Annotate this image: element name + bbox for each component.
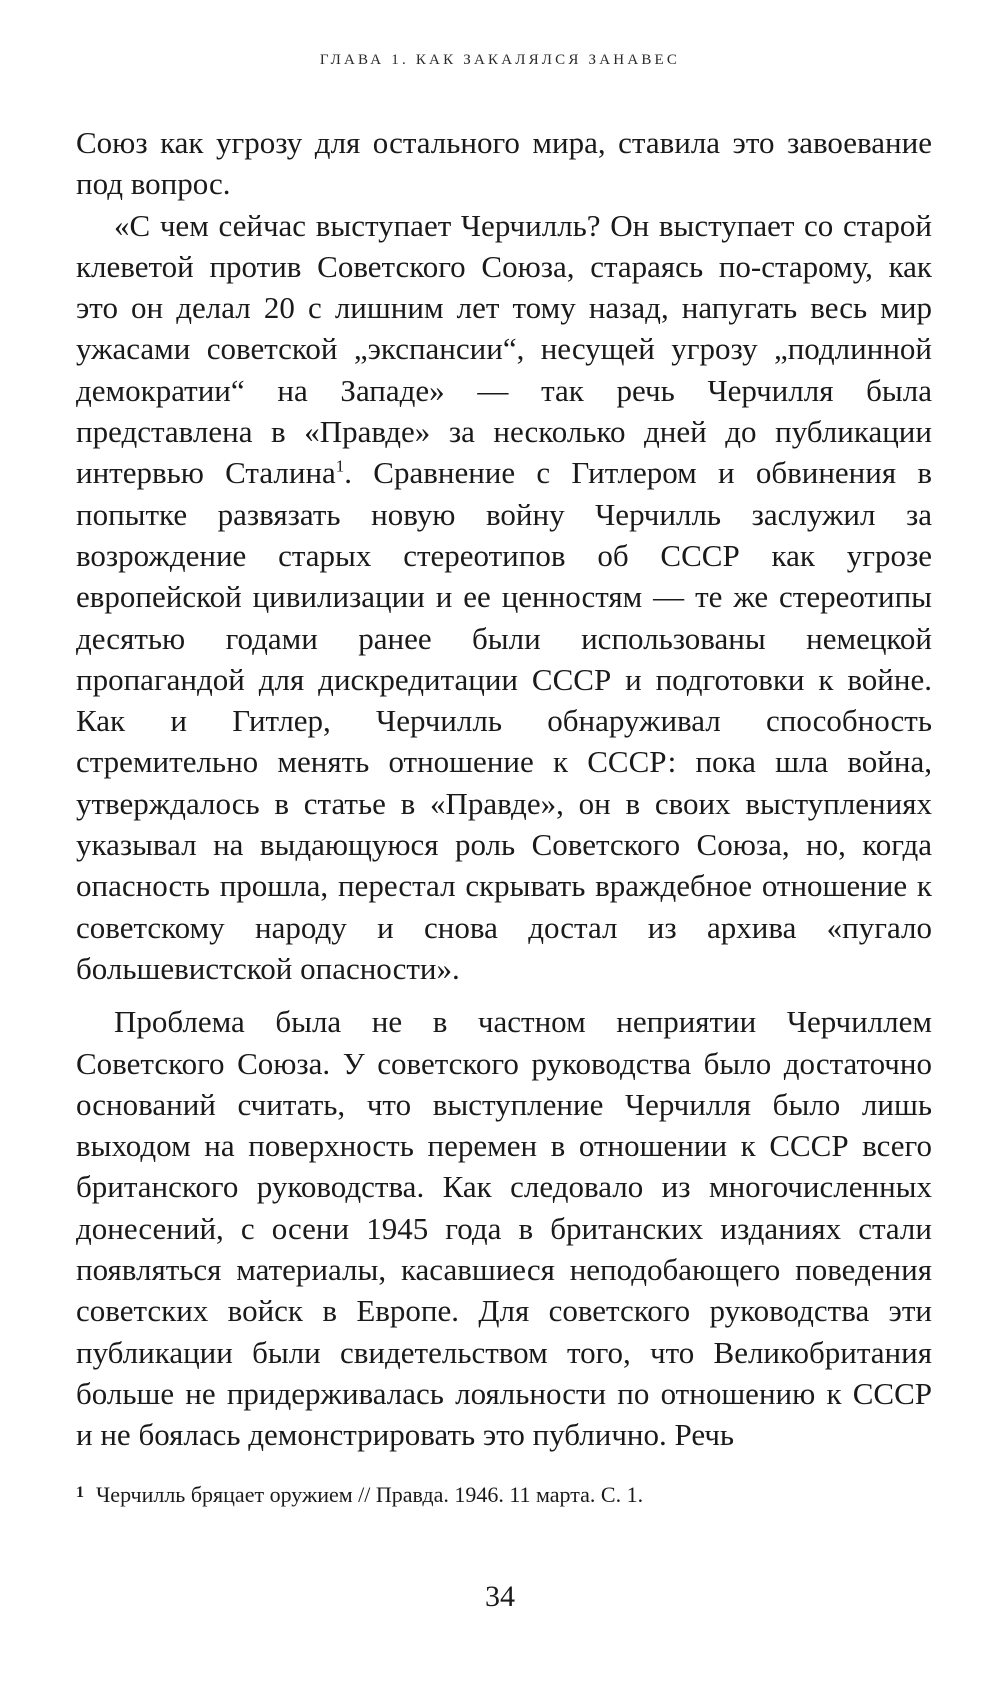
main-text [76, 122, 932, 1456]
running-head: ГЛАВА 1. КАК ЗАКАЛЯЛСЯ ЗАНАВЕС [319, 52, 681, 68]
footnote [76, 1479, 932, 1509]
paragraph-2-part-b: . Сравнение с Гитлером и обвинения в попытке развязать новую войну Черчилль заслужил за возрождение старых стереотипов об СССР как угрозе европейской цивилизации и ее ценностям — те же стереотипы десятью годами ранее были использованы немецкой пропагандой для дискредитации СССР и подготовки к войне. Как и Гитлер, Черчилль обнаруживал способность стремительно менять отношение к СССР: пока шла война, утверждалось в статье в «Правде», он в своих выступлениях указывал на выдающуюся роль Советского Союза, но, когда опасность прошла, перестал скрывать враждебное отношение к советскому народу и снова достал из архива «пугало большевистской опасности». [76, 455, 932, 986]
paragraph-2-part-a: «С чем сейчас выступает Черчилль? Он выступает со старой клеветой против Советского Союза, стараясь по-старому, как это он делал 20 с лишним лет тому назад, напугать весь мир ужасами советской „экспансии“, несущей угрозу „подлинной демократии“ на Западе» — так речь Черчилля была представлена в «Правде» за несколько дней до публикации интервью Сталина [76, 207, 932, 491]
footnote-text: Черчилль бряцает оружием // Правда. 1946. 11 марта. С. 1. [96, 1482, 644, 1507]
footnote-marker: 1 [76, 1484, 84, 1501]
paragraph-1: Союз как угрозу для остального мира, ставила это завоевание под вопрос. [76, 125, 932, 202]
footnote-reference[interactable]: 1 [335, 457, 345, 477]
paragraph-3: Проблема была не в частном неприятии Черчиллем Советского Союза. У советского руководства было достаточно оснований считать, что выступление Черчилля было лишь выходом на поверхность перемен в отношении к СССР всего британского руководства. Как следовало из многочисленных донесений, с осени 1945 года в британских изданиях стали появляться материалы, касавшиеся неподобающего поведения советских войск в Европе. Для советского руководства эти публикации были свидетельством того, что Великобритания больше не придерживалась лояльности по отношению к СССР и не боялась демонстрировать это публично. Речь [76, 1004, 932, 1453]
page-number: 34 [485, 1580, 515, 1613]
paragraph-2 [76, 205, 932, 990]
